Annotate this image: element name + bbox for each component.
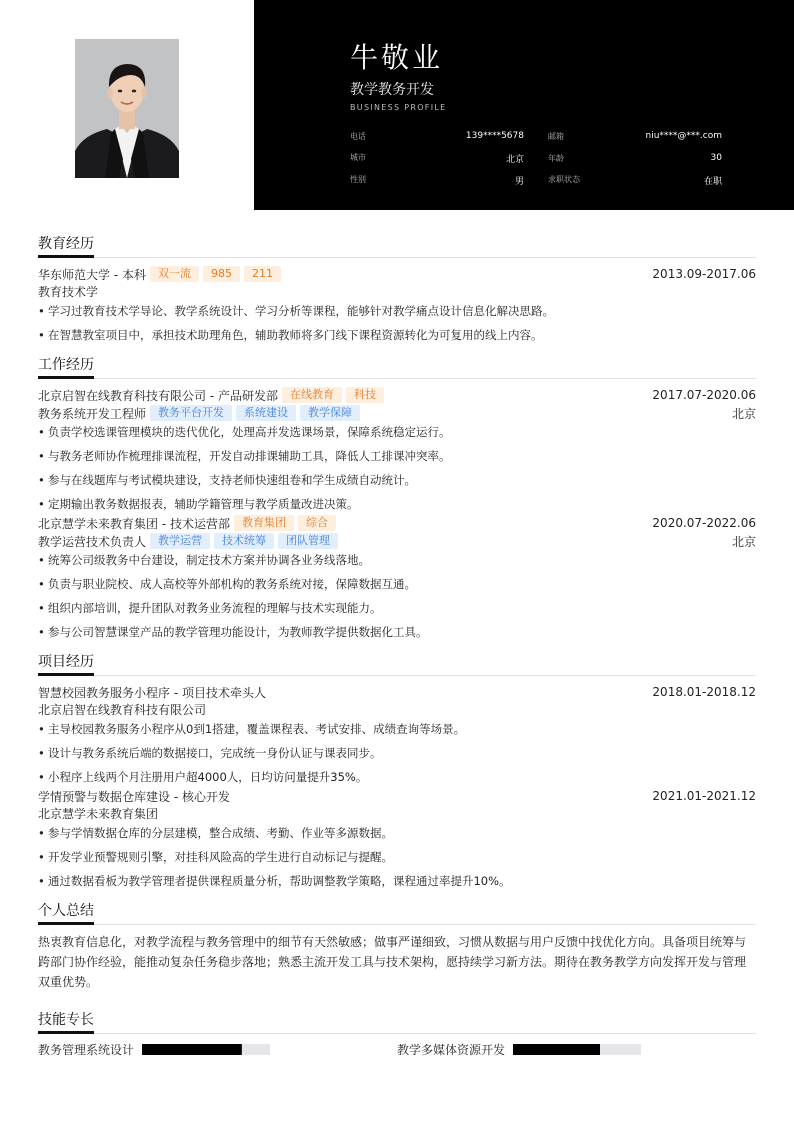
project-date: 2021.01-2021.12 [652,789,756,803]
company-name: 北京慧学未来教育集团 - 技术运营部 [38,516,230,531]
skill-label: 教学多媒体资源开发 [397,1043,506,1057]
projects-section [38,648,756,889]
work-bullets [38,424,756,512]
project-org: 北京启智在线教育科技有限公司 [38,703,207,717]
position-tag: 团队管理 [278,533,338,549]
list-item: • 负责学校选课管理模块的迭代优化，处理高并发选课场景，保障系统稳定运行。 [38,424,756,440]
info-value: 在职 [703,176,722,187]
info-label: 求职状态 [548,174,580,184]
list-item: • 参与在线题库与考试模块建设，支持老师快速组卷和学生成绩自动统计。 [38,472,756,488]
info-label: 邮箱 [548,131,564,141]
school-name: 华东师范大学 - 本科 [38,267,146,282]
info-city [350,152,536,165]
info-label: 性别 [350,174,366,184]
project-entry [38,683,756,785]
info-job-status [536,174,722,187]
work-entry [38,386,756,512]
info-row [350,169,722,191]
list-item: • 统筹公司级教务中台建设，制定技术方案并协调各业务线落地。 [38,552,756,568]
work-position-row [38,404,756,422]
project-name: 学情预警与数据仓库建设 - 核心开发 [38,789,230,804]
project-name: 智慧校园教务服务小程序 - 项目技术牵头人 [38,685,266,700]
company-tag: 在线教育 [282,387,342,403]
list-item: • 主导校园教务服务小程序从0到1搭建，覆盖课程表、考试安排、成绩查询等场景。 [38,721,756,737]
position-tag: 系统建设 [236,405,296,421]
hero-panel [254,0,794,210]
work-date: 2020.07-2022.06 [652,516,756,530]
list-item: • 定期输出教务数据报表，辅助学籍管理与教学质量改进决策。 [38,496,756,512]
list-item: • 负责与职业院校、成人高校等外部机构的教务系统对接，保障数据互通。 [38,576,756,592]
skills-list [38,1041,756,1058]
education-header-row [38,265,756,283]
work-position-row [38,532,756,550]
list-item: • 小程序上线两个月注册用户超4000人，日均访问量提升35%。 [38,769,756,785]
education-bullets [38,303,756,343]
education-school-group [38,266,281,283]
position-tag: 教学运营 [150,533,210,549]
skill-bar [142,1044,270,1055]
list-item: • 与教务老师协作梳理排课流程，开发自动排课辅助工具，降低人工排课冲突率。 [38,448,756,464]
section-title-text: 项目经历 [38,651,94,676]
skill-bar-fill [142,1044,242,1055]
work-entry [38,514,756,640]
info-phone [350,131,536,142]
list-item: • 在智慧教室项目中，承担技术助理角色，辅助教师将多门线下课程资源转化为可复用的线上内容。 [38,327,756,343]
info-gender [350,174,536,187]
school-tag: 211 [244,266,281,282]
work-company-row [38,386,756,404]
section-title [38,648,756,676]
project-header-row [38,683,756,701]
work-company-group [38,387,384,404]
work-bullets [38,552,756,640]
section-title [38,897,756,925]
target-role: 教学教务开发 [350,82,434,98]
skill-label: 教务管理系统设计 [38,1043,135,1057]
candidate-name: 牛敬业 [350,41,444,74]
work-position-group [38,405,360,422]
company-tag: 综合 [298,515,336,531]
info-row [350,125,722,147]
position-name: 教务系统开发工程师 [38,406,147,421]
list-item: • 学习过教育技术学导论、教学系统设计、学习分析等课程，能够针对教学痛点设计信息化解决思路。 [38,303,756,319]
info-value: 30 [710,152,722,163]
education-section [38,230,756,343]
person-photo-icon [75,39,179,178]
section-title-text: 技能专长 [38,1009,94,1034]
work-section [38,351,756,640]
education-date: 2013.09-2017.06 [652,267,756,281]
list-item: • 参与公司智慧课堂产品的教学管理功能设计，为教师教学提供数据化工具。 [38,624,756,640]
project-org: 北京慧学未来教育集团 [38,807,159,821]
work-date: 2017.07-2020.06 [652,388,756,402]
list-item: • 通过数据看板为教学管理者提供课程质量分析，帮助调整教学策略，课程通过率提升10%。 [38,873,756,889]
section-title [38,351,756,379]
company-name: 北京启智在线教育科技有限公司 - 产品研发部 [38,388,278,403]
info-age [536,153,722,164]
list-item: • 组织内部培训，提升团队对教务业务流程的理解与技术实现能力。 [38,600,756,616]
school-tag: 双一流 [150,266,199,282]
info-value: 139****5678 [465,130,524,141]
project-bullets [38,721,756,785]
profile-photo [75,39,179,178]
info-label: 年龄 [548,153,564,163]
info-label: 电话 [350,131,366,141]
list-item: • 参与学情数据仓库的分层建模，整合成绩、考勤、作业等多源数据。 [38,825,756,841]
skill-item [397,1041,756,1058]
info-value: 北京 [505,154,524,165]
project-bullets [38,825,756,889]
resume-header [0,0,794,210]
skills-section [38,1006,756,1058]
project-date: 2018.01-2018.12 [652,685,756,699]
position-name: 教学运营技术负责人 [38,534,147,549]
info-email [536,131,722,142]
skill-item [38,1041,397,1058]
resume-body [38,230,756,1064]
info-value: niu****@***.com [645,130,722,141]
work-city: 北京 [731,406,756,421]
list-item: • 开发学业预警规则引擎，对挂科风险高的学生进行自动标记与提醒。 [38,849,756,865]
work-city: 北京 [731,534,756,549]
skill-bar-fill [513,1044,600,1055]
position-tag: 教学保障 [300,405,360,421]
info-value: 男 [514,176,524,187]
section-title-text: 工作经历 [38,354,94,379]
company-tag: 教育集团 [234,515,294,531]
info-row [350,147,722,169]
project-entry [38,787,756,889]
project-header-row [38,787,756,805]
skill-bar [513,1044,641,1055]
company-tag: 科技 [346,387,384,403]
profile-tagline: BUSINESS PROFILE [350,103,447,112]
position-tag: 技术统筹 [214,533,274,549]
summary-text: 热衷教育信息化，对教学流程与教务管理中的细节有天然敏感；做事严谨细致，习惯从数据与用户反馈中找优化方向。具备项目统筹与跨部门协作经验，能推动复杂任务稳步落地；熟悉主流开发工具与技术架构，愿持续学习新方法。期待在教务教学方向发挥开发与管理双重优势。 [38,935,747,989]
section-title-text: 个人总结 [38,900,94,925]
school-tag: 985 [203,266,240,282]
position-tag: 教务平台开发 [150,405,232,421]
section-title [38,1006,756,1034]
section-title-text: 教育经历 [38,233,94,258]
education-major: 教育技术学 [38,285,99,299]
list-item: • 设计与教务系统后端的数据接口，完成统一身份认证与课表同步。 [38,745,756,761]
section-title [38,230,756,258]
work-company-row [38,514,756,532]
contact-info [350,125,722,191]
work-position-group [38,533,338,550]
summary-section [38,897,756,992]
work-company-group [38,515,336,532]
info-label: 城市 [350,152,366,162]
